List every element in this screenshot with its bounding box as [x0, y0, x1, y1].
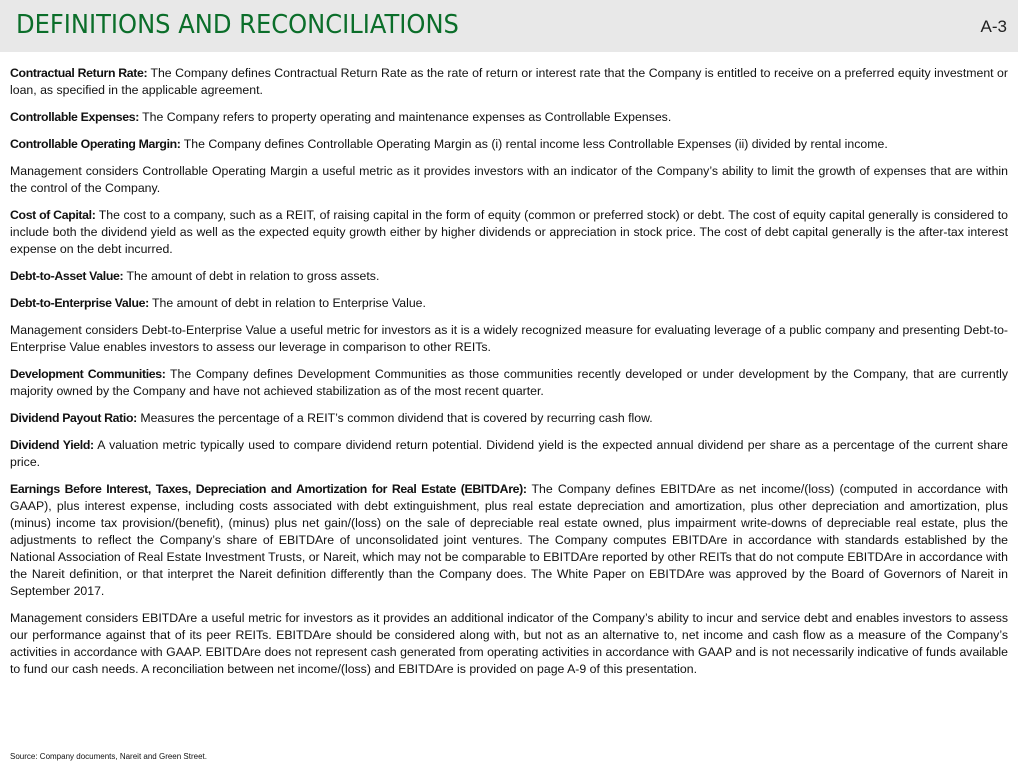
definition-text: The Company defines Development Communities as those communities recently developed or under development by the Company, that are currently majority owned by the Company and have not achieved stabilization as of the most recent quarter. [10, 367, 1009, 398]
definition-cost-of-capital [10, 207, 1008, 258]
paragraph-text: Management considers Debt-to-Enterprise Value a useful metric for investors as it is a widely recognized measure for evaluating leverage of a public company and presenting Debt-to-Enterprise Value enables investors to assess our leverage in comparison to other REITs. [10, 323, 1008, 354]
definition-debt-to-enterprise-value [10, 295, 1008, 312]
definition-term: Controllable Operating Margin: [10, 137, 181, 151]
definition-text: The Company defines Contractual Return Rate as the rate of return or interest rate that the Company is entitled to receive on a preferred equity investment or loan, as specified in the applicable agreement. [10, 66, 1008, 97]
definition-term: Debt-to-Enterprise Value: [10, 296, 149, 310]
definition-text: The Company refers to property operating and maintenance expenses as Controllable Expenses. [138, 110, 672, 124]
definition-term: Cost of Capital: [10, 208, 96, 222]
paragraph-text: Management considers EBITDAre a useful metric for investors as it provides an additional indicator of the Company’s ability to incur and service debt and enables investors to assess our performance against that of its peer REITs. EBITDAre should be considered along with, but not as an alternative to, net income and cash flow as a measure of the Company’s activities in accordance with GAAP. EBITDAre does not represent cash generated from operating activities in accordance with GAAP and is not necessarily indicative of funds available to fund our cash needs. A reconciliation between net income/(loss) and EBITDAre is provided on page A-9 of this presentation. [10, 611, 1008, 676]
paragraph-debt-to-enterprise-value-note [10, 322, 1008, 356]
definition-text: The cost to a company, such as a REIT, of raising capital in the form of equity (common or preferred stock) or debt. The cost of equity capital generally is considered to include both the dividend yield as well as the expected equity growth either by higher dividends or appreciation in stock price. The cost of debt capital generally is the after-tax interest expense on the debt incurred. [10, 208, 1008, 256]
paragraph-ebitdare-note [10, 610, 1008, 678]
definition-term: Controllable Expenses: [10, 110, 139, 124]
definition-text: The Company defines Controllable Operating Margin as (i) rental income less Controllable Expenses (ii) divided by rental income. [180, 137, 888, 151]
header-bar [0, 0, 1018, 52]
definition-text: The amount of debt in relation to gross assets. [123, 269, 380, 283]
definitions-body [10, 65, 1008, 688]
definition-debt-to-asset-value [10, 268, 1008, 285]
definition-term: Earnings Before Interest, Taxes, Depreciation and Amortization for Real Estate (EBITDAre): [10, 482, 527, 496]
definition-dividend-yield [10, 437, 1008, 471]
definition-text: The amount of debt in relation to Enterprise Value. [148, 296, 426, 310]
definition-controllable-expenses [10, 109, 1008, 126]
source-footnote: Source: Company documents, Nareit and Green Street. [10, 752, 207, 761]
definition-term: Development Communities: [10, 367, 166, 381]
page-title: DEFINITIONS AND RECONCILIATIONS [16, 10, 459, 40]
definition-term: Debt-to-Asset Value: [10, 269, 124, 283]
definition-term: Dividend Payout Ratio: [10, 411, 137, 425]
definition-text: The Company defines EBITDAre as net income/(loss) (computed in accordance with GAAP), plus interest expense, including costs associated with debt extinguishment, plus real estate depreciation and amortization, plus other depreciation and amortization, plus (minus) income tax provision/(benefit), (minus) plus net gain/(loss) on the sale of depreciable real estate owned, plus impairment write-downs of depreciable real estate, plus the adjustments to reflect the Company’s share of EBITDAre of unconsolidated joint ventures. The Company computes EBITDAre in accordance with standards established by the National Association of Real Estate Investment Trusts, or Nareit, which may not be comparable to EBITDAre reported by other REITs that do not compute EBITDAre in accordance with the Nareit definition, or that interpret the Nareit definition differently than the Company does. The White Paper on EBITDAre was approved by the Board of Governors of Nareit in September 2017. [10, 482, 1008, 598]
definition-term: Dividend Yield: [10, 438, 94, 452]
definition-development-communities [10, 366, 1008, 400]
definition-ebitdare [10, 481, 1008, 600]
definition-dividend-payout-ratio [10, 410, 1008, 427]
definition-contractual-return-rate [10, 65, 1008, 99]
definition-text: A valuation metric typically used to compare dividend return potential. Dividend yield is the expected annual dividend per share as a percentage of the current share price. [10, 438, 1008, 469]
paragraph-text: Management considers Controllable Operating Margin a useful metric as it provides investors with an indicator of the Company’s ability to limit the growth of expenses that are within the control of the Company. [10, 164, 1008, 195]
definition-controllable-operating-margin [10, 136, 1008, 153]
definition-term: Contractual Return Rate: [10, 66, 148, 80]
paragraph-controllable-operating-margin-note [10, 163, 1008, 197]
definition-text: Measures the percentage of a REIT’s common dividend that is covered by recurring cash flow. [136, 411, 653, 425]
page-number: A-3 [980, 17, 1007, 36]
